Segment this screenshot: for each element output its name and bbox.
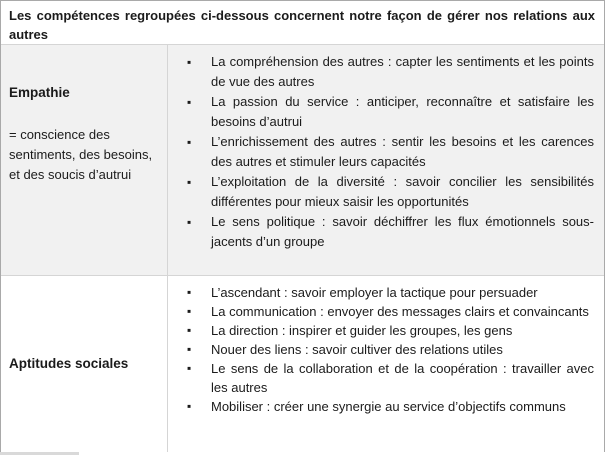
- list-item-text: La compréhension des autres : capter les sentiments et les points de vue des autres: [211, 54, 594, 89]
- list-item-text: La passion du service : anticiper, reconnaître et satisfaire les besoins d’autrui: [211, 94, 594, 129]
- list-item-text: La direction : inspirer et guider les groupes, les gens: [211, 323, 513, 338]
- table-header-cell: [1, 1, 604, 44]
- competency-term: Aptitudes sociales: [9, 356, 129, 371]
- list-item-text: L’exploitation de la diversité : savoir concilier les sensibilités différentes pour mieux saisir les opportunités: [211, 174, 594, 209]
- square-bullet-icon: ▪: [187, 285, 192, 299]
- list-item: [184, 302, 594, 321]
- bullet-list: [184, 52, 594, 252]
- list-item: [184, 340, 594, 359]
- list-item: [184, 397, 594, 416]
- bullet-list: [184, 283, 594, 416]
- list-item-text: La communication : envoyer des messages clairs et convaincants: [211, 304, 589, 319]
- competency-term-cell: [1, 276, 168, 452]
- list-item: [184, 172, 594, 212]
- list-item-text: Le sens politique : savoir déchiffrer les flux émotionnels sous-jacents d’un groupe: [211, 214, 594, 249]
- competency-definition: = conscience des sentiments, des besoins, et des soucis d’autrui: [9, 127, 153, 182]
- list-item: [184, 52, 594, 92]
- square-bullet-icon: ▪: [187, 175, 192, 189]
- list-item-text: Nouer des liens : savoir cultiver des relations utiles: [211, 342, 503, 357]
- square-bullet-icon: ▪: [187, 323, 192, 337]
- table-row: [1, 275, 604, 452]
- square-bullet-icon: ▪: [187, 55, 192, 69]
- list-item: [184, 359, 594, 397]
- list-item: [184, 132, 594, 172]
- table-header-text: Les compétences regroupées ci-dessous concernent notre façon de gérer nos relations aux autres: [9, 8, 595, 42]
- list-item-text: Mobiliser : créer une synergie au service d’objectifs communs: [211, 399, 566, 414]
- square-bullet-icon: ▪: [187, 399, 192, 413]
- square-bullet-icon: ▪: [187, 215, 192, 229]
- square-bullet-icon: ▪: [187, 342, 192, 356]
- square-bullet-icon: ▪: [187, 361, 192, 375]
- list-item: [184, 283, 594, 302]
- list-item-text: Le sens de la collaboration et de la coopération : travailler avec les autres: [211, 361, 594, 395]
- list-item-text: L’ascendant : savoir employer la tactique pour persuader: [211, 285, 538, 300]
- square-bullet-icon: ▪: [187, 95, 192, 109]
- list-item: [184, 321, 594, 340]
- competency-term-cell: [1, 45, 168, 275]
- table-row: [1, 44, 604, 275]
- list-item: [184, 92, 594, 132]
- competency-details-cell: [168, 276, 604, 452]
- competency-details-cell: [168, 45, 604, 275]
- list-item: [184, 212, 594, 252]
- list-item-text: L’enrichissement des autres : sentir les besoins et les carences des autres et stimuler leurs capacités: [211, 134, 594, 169]
- competency-term: Empathie: [9, 85, 70, 100]
- square-bullet-icon: ▪: [187, 304, 192, 318]
- square-bullet-icon: ▪: [187, 135, 192, 149]
